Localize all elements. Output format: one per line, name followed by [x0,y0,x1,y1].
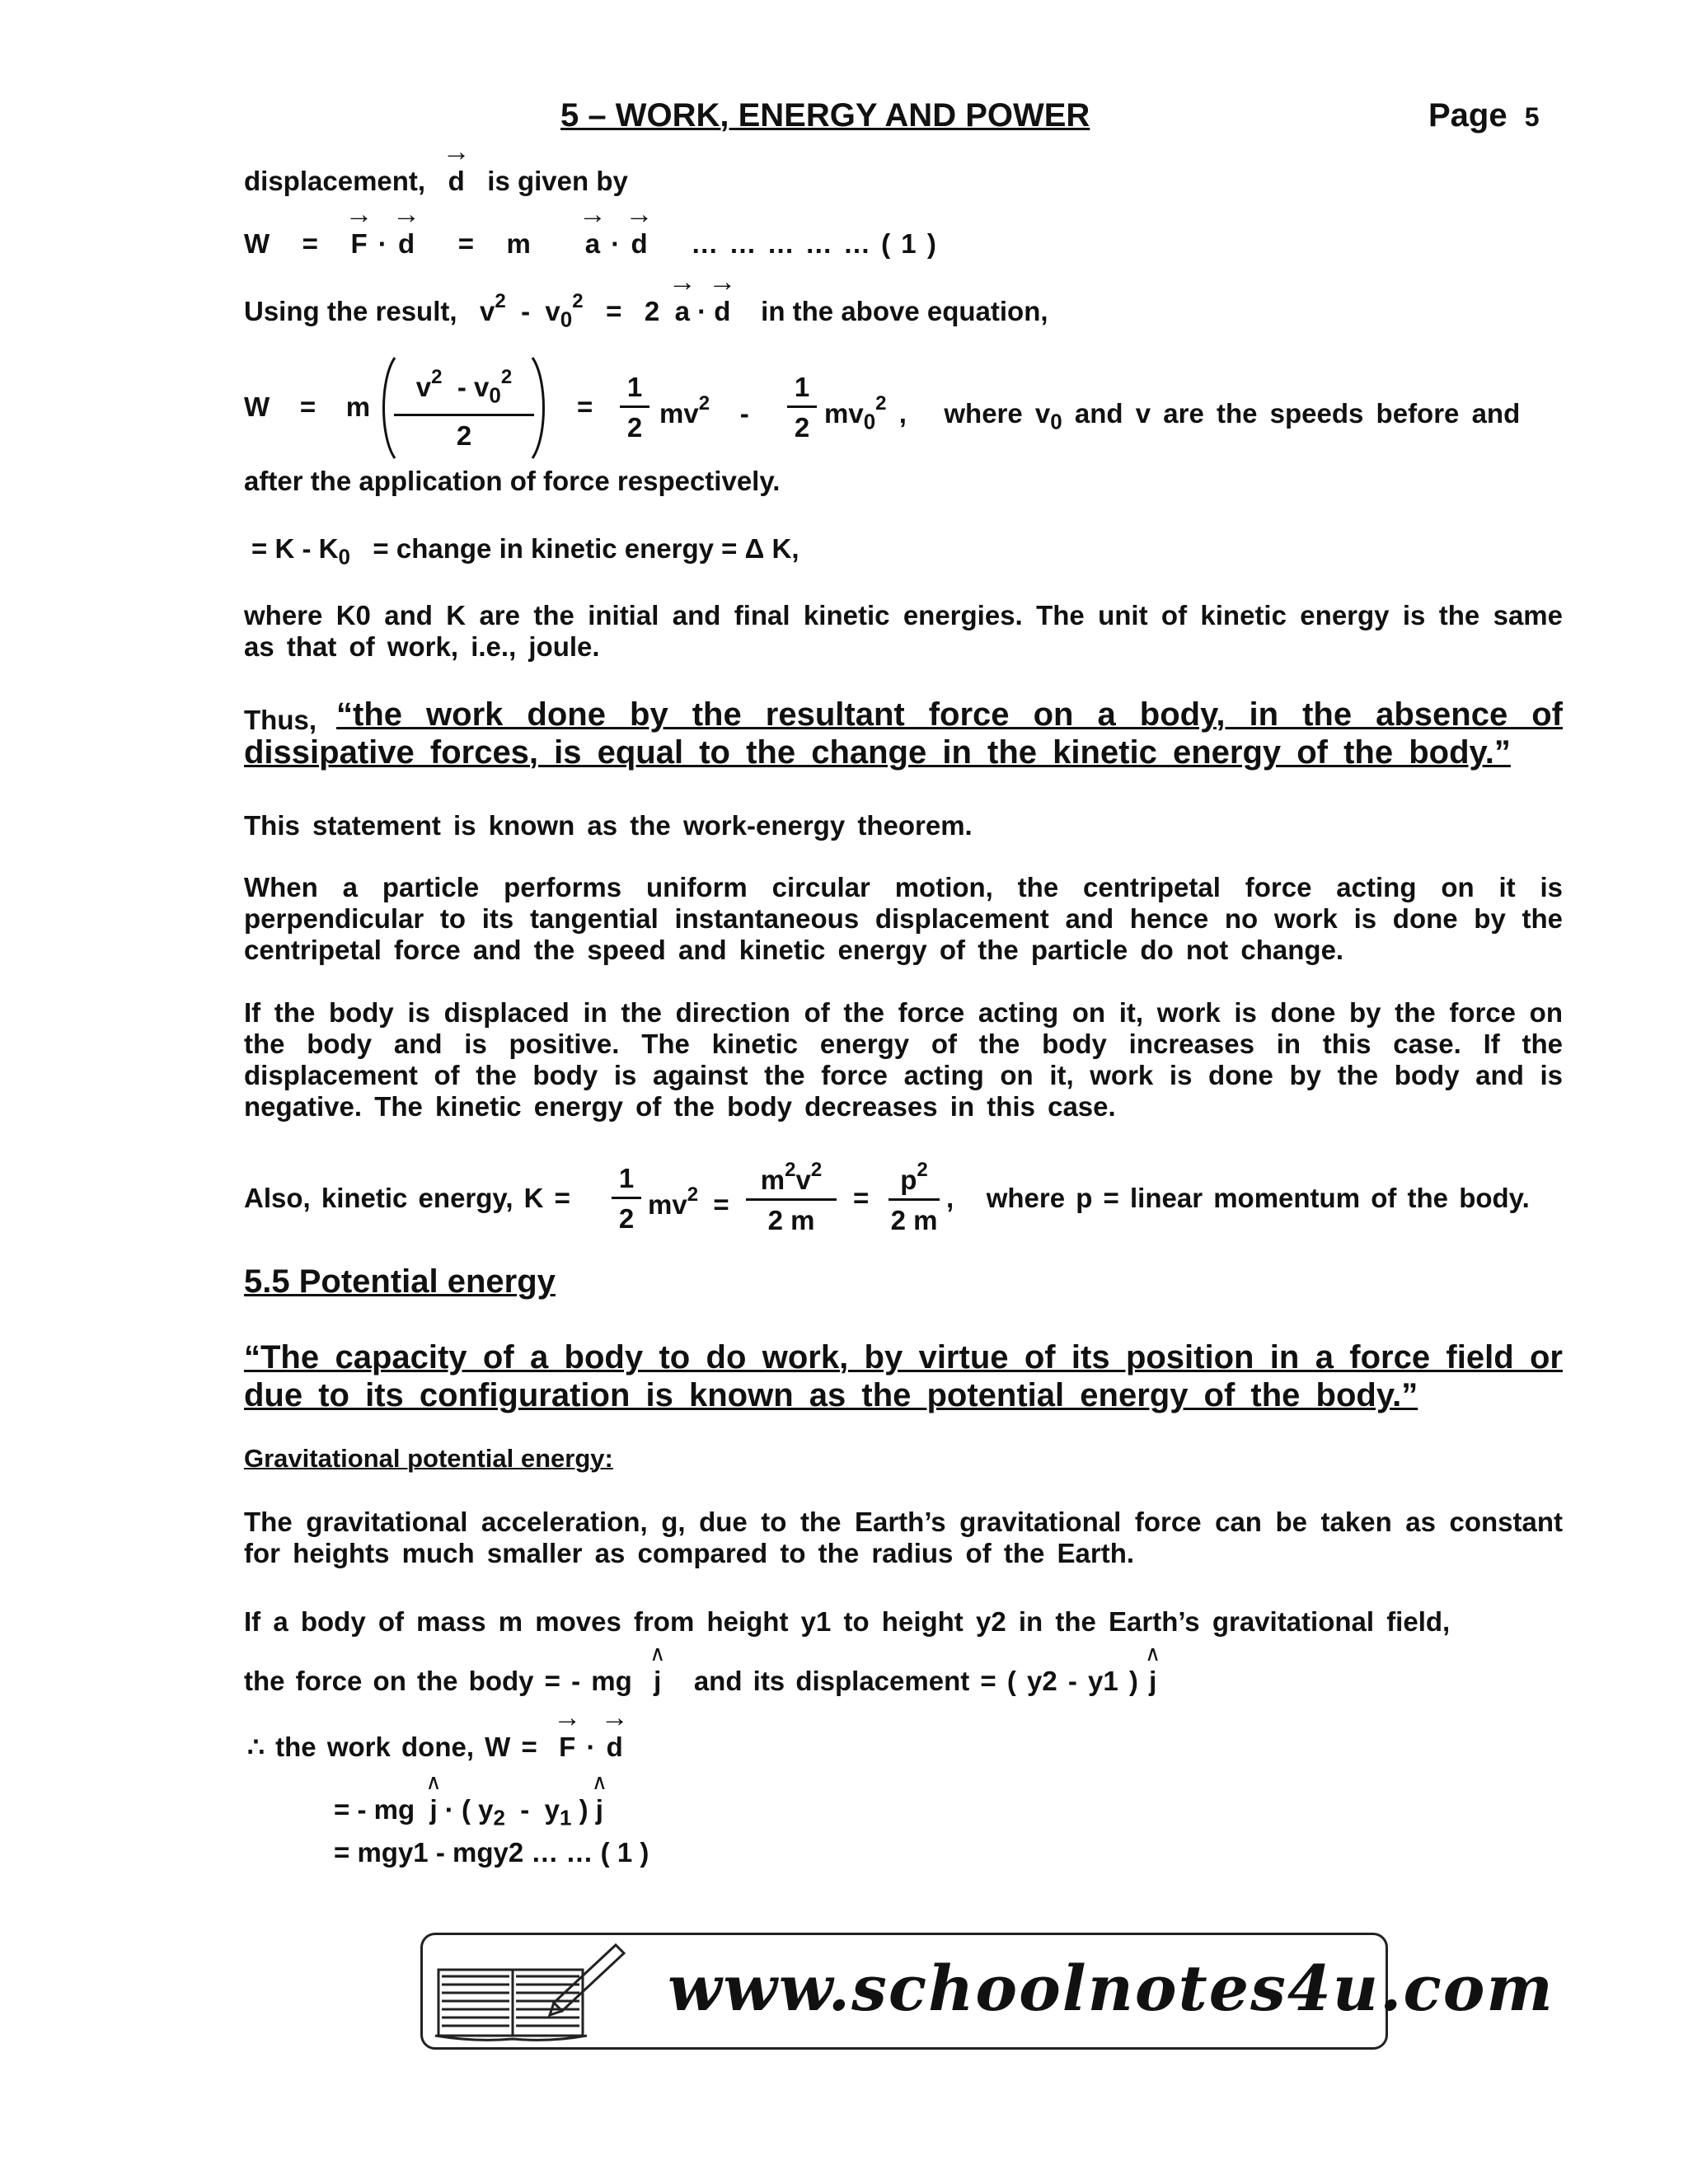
page-label: Page [1428,97,1507,134]
line-text: where p = linear momentum of the body. [986,1183,1530,1213]
line-after-application: after the application of force respectively. [244,466,781,496]
vector-d: → d [607,1731,623,1764]
equation-kinematics: Using the result, $v^2 - v_0^2 = 2 \to a$ · → d in the above equation, [244,288,1048,336]
line-text: where v [944,398,1051,429]
vector-F: → F [559,1731,575,1764]
equation-work-1: W = → F · → d = m → a · → d … … … … … ( 1 ) [244,227,936,260]
line-text: and v are the speeds before and [1074,398,1521,429]
vector-a: → a [675,295,690,328]
equals-sign: = [577,391,593,422]
equation-delta-K: = K - $K_0$ = change in kinetic energy = Δ K, [251,533,799,569]
fraction-half-2: $\frac{1}{2}$ [787,371,817,444]
open-book-with-pencil-icon [430,1937,628,2044]
term-mv2-b: $mv^2$ = [648,1183,729,1220]
also-kinetic-label: Also, kinetic energy, K = [244,1183,570,1213]
equation-W-label: W = m [244,391,371,422]
line-force-on-body [244,1665,1156,1698]
fraction-half-1: $\frac{1}{2}$ [620,371,649,444]
fraction-p2: $\frac{p^2}{2 m}$ [889,1157,940,1237]
fraction-v-squared: $\frac{v^2 - v_0^2}{2}$ [394,364,534,452]
page-title: 5 – WORK, ENERGY AND POWER [560,97,1090,134]
section-heading-potential-energy: 5.5 Potential energy [244,1263,556,1300]
thus-label: Thus, [244,705,316,735]
vector-a: → a [585,227,600,260]
vector-d: → d [448,165,465,198]
paragraph-gravitational-acceleration: The gravitational acceleration, g, due to the Earth’s gravitational force can be taken as constant for heights much smaller as compared to the radius of the Earth. [244,1507,1563,1568]
paragraph-positive-negative-work: If the body is displaced in the direction of the force acting on it, work is done by the force on the body and is positive. The kinetic energy of the body increases in this case. If the displacement of the body is against the force acting on it, work is done by the body and is negative. The kinetic energy of the body decreases in this case. [244,997,1563,1122]
line-text: displacement, [244,166,426,196]
momentum-note: , where p = linear momentum of the body. [946,1183,1530,1213]
unit-vector-j: ∧ j [429,1793,437,1826]
vector-d: → d [714,295,730,328]
paragraph-mass-moves: If a body of mass m moves from height y1 to height y2 in the Earth’s gravitational field, [244,1606,1451,1637]
page-number: 5 [1524,102,1540,132]
fraction-half-3: $\frac{1}{2}$ [612,1162,641,1235]
line-work-done: ∴ the work done, W = → F · → d [247,1731,623,1764]
line-text: Using the result, [244,296,457,326]
line-displacement [244,165,628,198]
unit-vector-j: ∧ j [654,1665,661,1698]
line-text: = K - K [251,533,339,564]
vector-F: → F [350,227,367,260]
subsection-gravitational: Gravitational potential energy: [244,1444,613,1473]
fraction-m2v2: $\frac{m^2v^2}{2 m}$ [746,1157,837,1237]
line-text: ∴ the work done, W = [247,1732,537,1762]
line-text: the force on the body = - mg [244,1666,632,1696]
potential-energy-quote: “The capacity of a body to do work, by virtue of its position in a force field or due to its configuration is known as the potential energy of the body.” [244,1339,1563,1413]
equals-sign-2: = [853,1183,870,1213]
paragraph-circular-motion: When a particle performs uniform circular motion, the centripetal force acting on it is perpendicular to its tangential instantaneous displacement and hence no work is done by the centripetal force and the speed and kinetic energy of the particle do not change. [244,872,1563,965]
line-text: in the above equation, [761,296,1048,326]
unit-vector-j: ∧ j [596,1793,603,1826]
paragraph-kinetic-energies: where K0 and K are the initial and final kinetic energies. The unit of kinetic energy is the same as that of work, i.e., joule. [244,600,1563,662]
term-mv2: $mv^2$ - [659,392,749,429]
vector-d: → d [631,227,647,260]
line-text: is given by [487,166,628,196]
unit-vector-j: ∧ j [1149,1665,1156,1698]
term-mv0: $mv_0^2$ , where $v_0$ and v are the speeds before and [824,392,1521,434]
line-text: and its displacement = ( y2 - y1 ) [693,1666,1138,1696]
line-text: = change in kinetic energy = Δ K, [373,533,799,564]
page-number-label [1428,97,1540,134]
line-dot-product: = - mg ∧ j · ( $y_2 - y_1$ ) ∧ j [334,1793,603,1835]
footer-website[interactable]: www.schoolnotes4u.com [668,1952,1554,2025]
work-energy-quote: “the work done by the resultant force on a body, in the absence of dissipative forces, is equal to the change in the kinetic energy of the body.” [244,696,1563,771]
line-mgy-result: = mgy1 - mgy2 … … ( 1 ) [334,1837,649,1868]
right-paren [528,354,552,462]
line-text: = - mg [334,1794,415,1825]
equation-number: … … … … … ( 1 ) [691,228,936,259]
vector-d: → d [398,227,415,260]
paragraph-theorem: This statement is known as the work-energy theorem. [244,810,973,841]
